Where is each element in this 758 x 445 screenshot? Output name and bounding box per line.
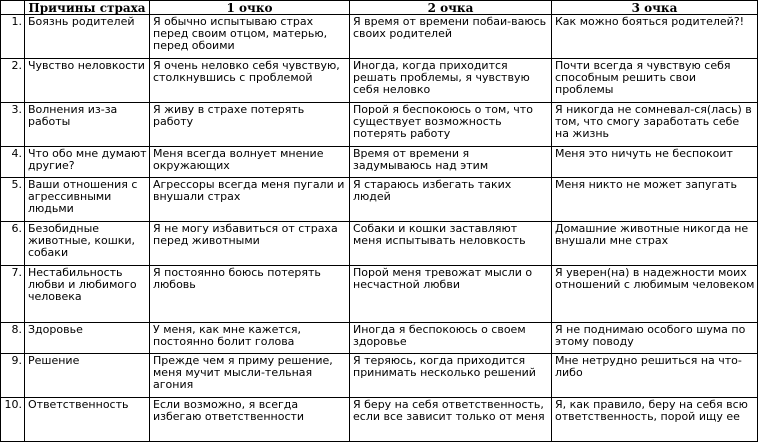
header-2-points: 2 очка [350, 1, 552, 15]
one-point-cell: Я не могу избавиться от страха перед животными [150, 222, 350, 266]
table-row [1, 354, 758, 398]
three-points-cell: Домашние животные никогда не внушали мне страх [552, 222, 758, 266]
table-row [1, 323, 758, 354]
table-row [1, 178, 758, 222]
one-point-cell: Я обычно испытываю страх перед своим отцом, матерью, перед обоими [150, 15, 350, 59]
two-points-cell: Я время от времени побаи-ваюсь своих родителей [350, 15, 552, 59]
one-point-cell: Агрессоры всегда меня пугали и внушали страх [150, 178, 350, 222]
row-number: 9. [1, 354, 25, 398]
cause-cell: Решение [25, 354, 150, 398]
header-1-point: 1 очко [150, 1, 350, 15]
table-row [1, 103, 758, 147]
table-row [1, 15, 758, 59]
two-points-cell: Собаки и кошки заставляют меня испытывать неловкость [350, 222, 552, 266]
row-number: 1. [1, 15, 25, 59]
header-3-points: 3 очка [552, 1, 758, 15]
row-number: 5. [1, 178, 25, 222]
cause-cell: Волнения из-за работы [25, 103, 150, 147]
table-row [1, 398, 758, 442]
one-point-cell: Я постоянно боюсь потерять любовь [150, 266, 350, 323]
cause-cell: Боязнь родителей [25, 15, 150, 59]
one-point-cell: Я живу в страхе потерять работу [150, 103, 350, 147]
cause-cell: Что обо мне думают другие? [25, 147, 150, 178]
header-cause: Причины страха [25, 1, 150, 15]
three-points-cell: Я никогда не сомневал-ся(лась) в том, что смогу заработать себе на жизнь [552, 103, 758, 147]
header-number [1, 1, 25, 15]
row-number: 10. [1, 398, 25, 442]
cause-cell: Чувство неловкости [25, 59, 150, 103]
three-points-cell: Меня никто не может запугать [552, 178, 758, 222]
two-points-cell: Я стараюсь избегать таких людей [350, 178, 552, 222]
three-points-cell: Почти всегда я чувствую себя способным решить свои проблемы [552, 59, 758, 103]
two-points-cell: Порой я беспокоюсь о том, что существует возможность потерять работу [350, 103, 552, 147]
row-number: 8. [1, 323, 25, 354]
three-points-cell: Меня это ничуть не беспокоит [552, 147, 758, 178]
table-row [1, 266, 758, 323]
row-number: 3. [1, 103, 25, 147]
three-points-cell: Мне нетрудно решиться на что-либо [552, 354, 758, 398]
one-point-cell: Меня всегда волнует мнение окружающих [150, 147, 350, 178]
row-number: 2. [1, 59, 25, 103]
one-point-cell: Я очень неловко себя чувствую, столкнувшись с проблемой [150, 59, 350, 103]
three-points-cell: Как можно бояться родителей?! [552, 15, 758, 59]
table-row [1, 222, 758, 266]
one-point-cell: У меня, как мне кажется, постоянно болит голова [150, 323, 350, 354]
row-number: 7. [1, 266, 25, 323]
header-row [1, 1, 758, 15]
cause-cell: Ваши отношения с агрессивными людьми [25, 178, 150, 222]
two-points-cell: Иногда, когда приходится решать проблемы, я чувствую себя неловко [350, 59, 552, 103]
two-points-cell: Иногда я беспокоюсь о своем здоровье [350, 323, 552, 354]
table-row [1, 59, 758, 103]
cause-cell: Нестабильность любви и любимого человека [25, 266, 150, 323]
three-points-cell: Я, как правило, беру на себя всю ответственность, порой ищу ее [552, 398, 758, 442]
three-points-cell: Я уверен(на) в надежности моих отношений с любимым человеком [552, 266, 758, 323]
three-points-cell: Я не поднимаю особого шума по этому поводу [552, 323, 758, 354]
one-point-cell: Прежде чем я приму решение, меня мучит мысли-тельная агония [150, 354, 350, 398]
table-row [1, 147, 758, 178]
two-points-cell: Время от времени я задумываюсь над этим [350, 147, 552, 178]
two-points-cell: Я беру на себя ответственность, если все зависит только от меня [350, 398, 552, 442]
cause-cell: Здоровье [25, 323, 150, 354]
two-points-cell: Я теряюсь, когда приходится принимать несколько решений [350, 354, 552, 398]
cause-cell: Безобидные животные, кошки, собаки [25, 222, 150, 266]
two-points-cell: Порой меня тревожат мысли о несчастной любви [350, 266, 552, 323]
row-number: 6. [1, 222, 25, 266]
one-point-cell: Если возможно, я всегда избегаю ответственности [150, 398, 350, 442]
row-number: 4. [1, 147, 25, 178]
cause-cell: Ответственность [25, 398, 150, 442]
